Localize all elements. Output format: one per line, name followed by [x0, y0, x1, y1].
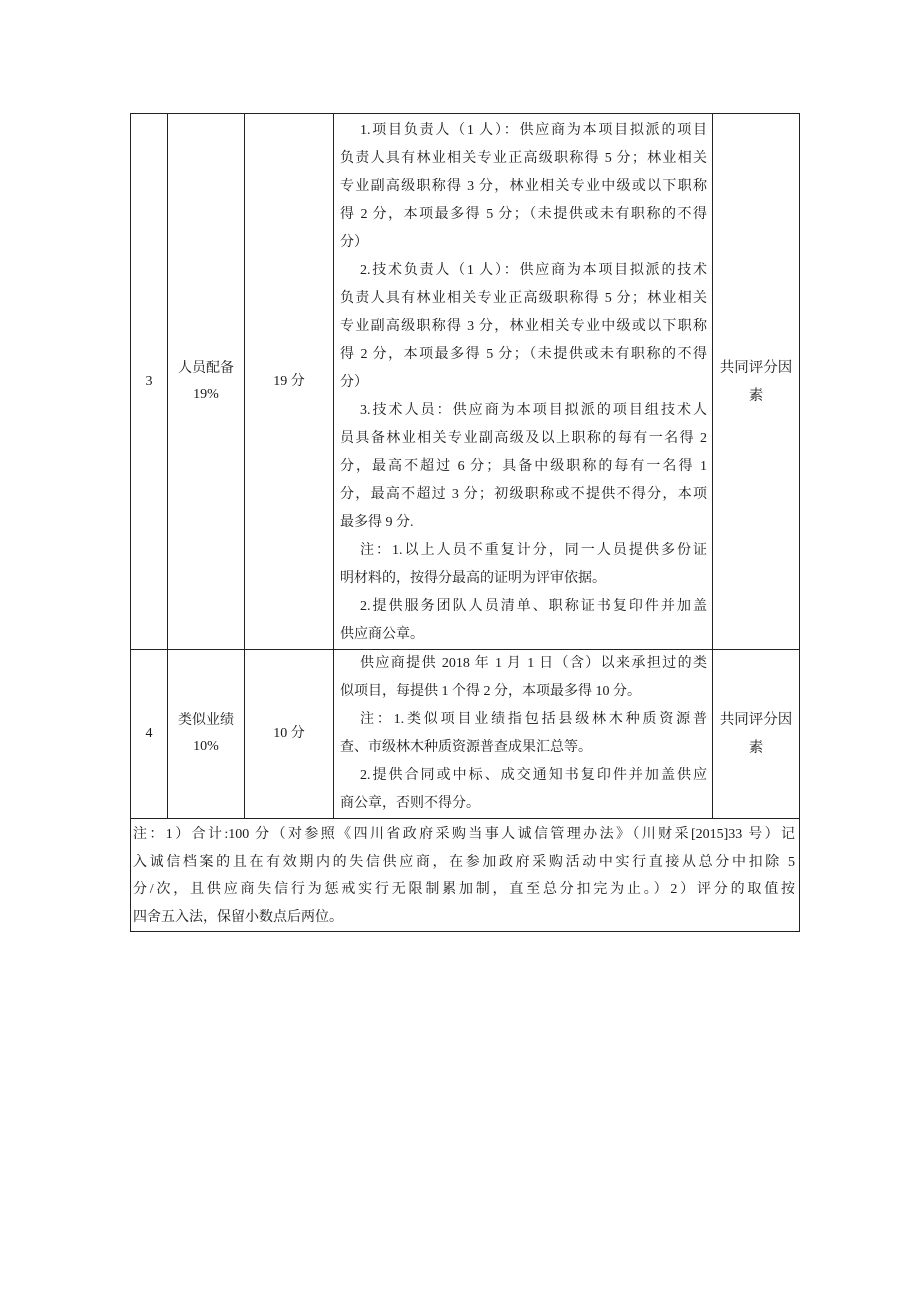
item-cell	[168, 114, 245, 650]
note-cell	[131, 819, 800, 932]
criteria-cell	[334, 650, 713, 819]
criteria-line: 专业副高级职称得 3 分，林业相关专业中级或以下职称	[340, 179, 707, 194]
factor-type: 共同评分因素	[713, 650, 800, 819]
scoring-table	[130, 113, 800, 932]
criteria-line: 似项目，每提供 1 个得 2 分，本项最多得 10 分。	[340, 684, 641, 699]
note-row	[131, 819, 800, 932]
factor-type: 共同评分因素	[713, 114, 800, 650]
criteria-line: 负责人具有林业相关专业正高级职称得 5 分；林业相关	[340, 291, 707, 306]
item-weight: 19%	[193, 386, 219, 402]
row-number: 4	[131, 650, 168, 819]
criteria-cell	[334, 114, 713, 650]
criteria-text	[334, 114, 712, 649]
criteria-line: 3.技术人员：供应商为本项目拟派的项目组技术人	[360, 403, 707, 418]
criteria-line: 商公章，否则不得分。	[340, 796, 480, 811]
score-cell: 19 分	[245, 114, 334, 650]
note-line: 入诚信档案的且在有效期内的失信供应商，在参加政府采购活动中实行直接从总分中扣除 5	[133, 854, 795, 870]
row-number: 3	[131, 114, 168, 650]
table-row	[131, 114, 800, 650]
item-name: 人员配备	[178, 360, 234, 376]
criteria-line: 最多得 9 分.	[340, 515, 414, 530]
criteria-line: 2.技术负责人（1 人）：供应商为本项目拟派的技术	[360, 263, 707, 278]
criteria-text	[334, 650, 712, 818]
criteria-line: 2.提供合同或中标、成交通知书复印件并加盖供应	[360, 768, 707, 783]
item-weight: 10%	[193, 739, 219, 754]
criteria-line: 明材料的，按得分最高的证明为评审依据。	[340, 571, 606, 586]
criteria-line: 2.提供服务团队人员清单、职称证书复印件并加盖	[360, 599, 707, 614]
criteria-line: 注：1.以上人员不重复计分，同一人员提供多份证	[360, 543, 707, 558]
criteria-line: 员具备林业相关专业副高级及以上职称的每有一名得 2	[340, 431, 707, 446]
criteria-line: 查、市级林木种质资源普查成果汇总等。	[340, 740, 592, 755]
criteria-line: 得 2 分，本项最多得 5 分；（未提供或未有职称的不得	[340, 347, 707, 362]
criteria-line: 负责人具有林业相关专业正高级职称得 5 分；林业相关	[340, 151, 707, 166]
note-line: 四舍五入法，保留小数点后两位。	[133, 909, 343, 925]
criteria-line: 注：1.类似项目业绩指包括县级林木种质资源普	[360, 712, 707, 727]
criteria-line: 供应商公章。	[340, 627, 424, 642]
criteria-line: 得 2 分，本项最多得 5 分；（未提供或未有职称的不得	[340, 207, 707, 222]
criteria-line: 分，最高不超过 6 分；具备中级职称的每有一名得 1	[340, 459, 707, 474]
note-line: 注：1）合计:100 分（对参照《四川省政府采购当事人诚信管理办法》（川财采[2015]33 号）记	[133, 827, 795, 842]
table-row	[131, 650, 800, 819]
criteria-line: 分）	[340, 235, 368, 250]
criteria-line: 分，最高不超过 3 分；初级职称或不提供不得分，本项	[340, 487, 707, 502]
score-cell: 10 分	[245, 650, 334, 819]
criteria-line: 专业副高级职称得 3 分，林业相关专业中级或以下职称	[340, 319, 707, 334]
note-text	[131, 819, 799, 931]
item-cell	[168, 650, 245, 819]
criteria-line: 1.项目负责人（1 人）：供应商为本项目拟派的项目	[360, 123, 707, 138]
criteria-line: 供应商提供 2018 年 1 月 1 日（含）以来承担过的类	[360, 656, 707, 671]
criteria-line: 分）	[340, 375, 368, 390]
item-name: 类似业绩	[178, 713, 234, 728]
note-line: 分/次，且供应商失信行为惩戒实行无限制累加制，直至总分扣完为止。）2）评分的取值按	[133, 882, 795, 897]
